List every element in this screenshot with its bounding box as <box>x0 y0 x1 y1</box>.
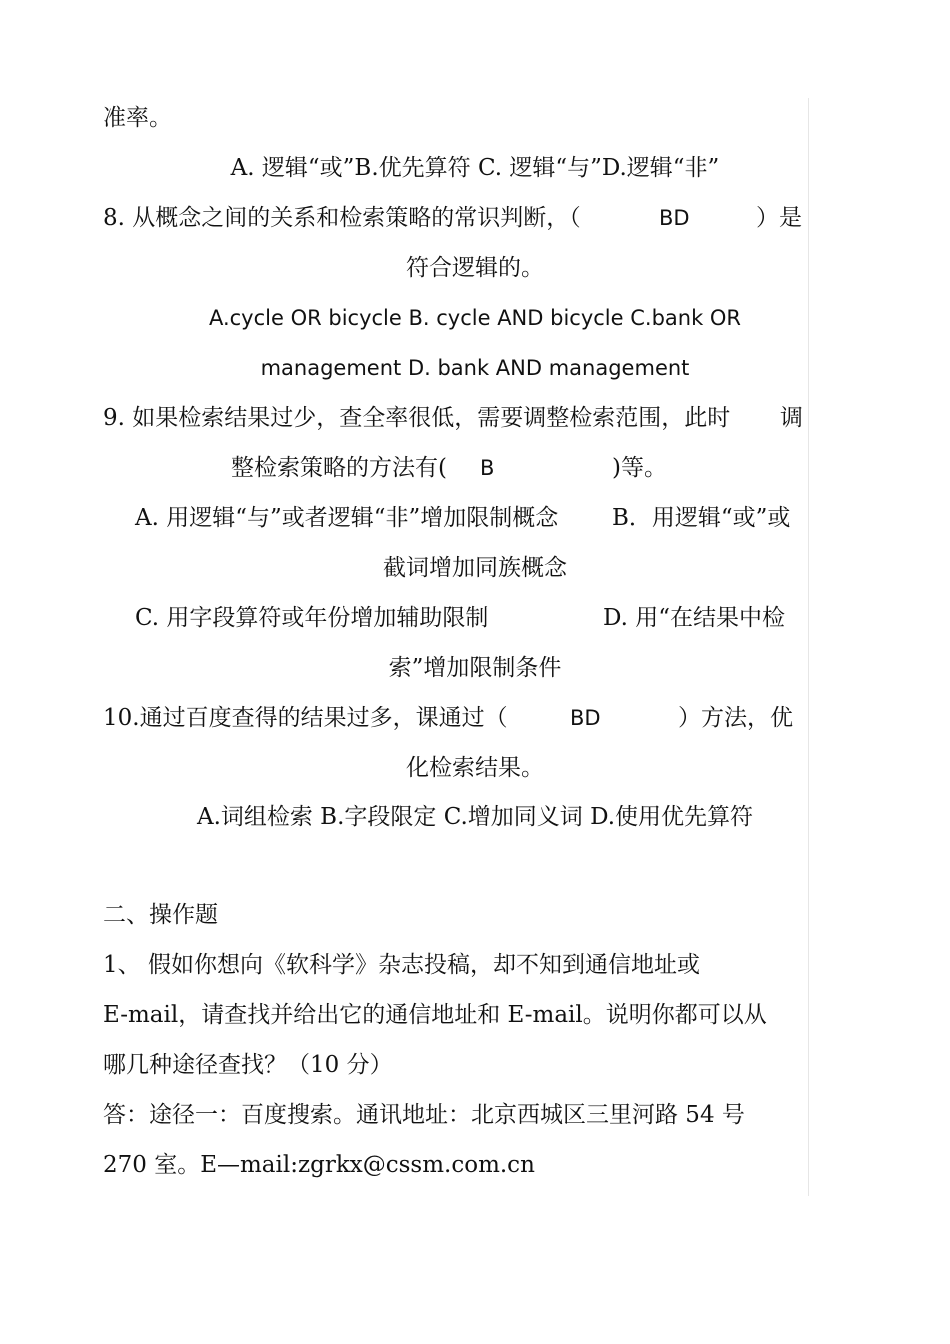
q9-stem-cont-end: )等。 <box>612 455 667 481</box>
section2-item1-line3: 哪几种途径查找？（10 分） <box>103 1052 393 1078</box>
q9-stem-cont-start: 整检索策略的方法有( <box>231 455 447 481</box>
q9-option-c: C. 用字段算符或年份增加辅助限制 <box>135 605 489 631</box>
q9-stem-end: 调 <box>780 405 803 431</box>
section2-item1-line2: E-mail，请查找并给出它的通信地址和 E-mail。说明你都可以从 <box>103 1002 767 1028</box>
q10-options: A.词组检索 B.字段限定 C.增加同义词 D.使用优先算符 <box>196 804 754 830</box>
q9-option-a: A. 用逻辑“与”或者逻辑“非”增加限制概念 <box>135 505 559 531</box>
q10-stem-end: ）方法，优 <box>678 705 793 731</box>
q9-option-d-cont: 索”增加限制条件 <box>388 655 562 681</box>
q7-options: A. 逻辑“或”B.优先算符 C. 逻辑“与”D.逻辑“非” <box>230 155 720 181</box>
q8-options-line1: A.cycle OR bicycle B. cycle AND bicycle C.bank OR <box>208 306 742 330</box>
q9-stem-start: 9. 如果检索结果过少，查全率很低，需要调整检索范围，此时 <box>103 405 731 431</box>
q9-option-b: B．用逻辑“或”或 <box>612 505 791 531</box>
q8-options-line2: management D. bank AND management <box>260 356 690 380</box>
q10-stem-start: 10.通过百度查得的结果过多，课通过（ <box>103 705 508 731</box>
q7-tail: 准率。 <box>103 105 172 131</box>
q8-stem-end: ）是 <box>756 205 802 231</box>
q8-stem-cont: 符合逻辑的。 <box>406 255 544 281</box>
q10-answer: BD <box>570 706 601 730</box>
section2-heading: 二、操作题 <box>103 902 218 928</box>
q8-answer: BD <box>659 206 690 230</box>
q9-option-b-cont: 截词增加同族概念 <box>383 555 567 581</box>
q8-stem-start: 8. 从概念之间的关系和检索策略的常识判断，（ <box>103 205 581 231</box>
q9-answer: B <box>480 456 495 480</box>
q10-stem-cont: 化检索结果。 <box>406 755 544 781</box>
section2-item1-line1: 1、 假如你想向《软科学》杂志投稿，却不知到通信地址或 <box>103 952 700 978</box>
q9-option-d: D. 用“在结果中检 <box>603 605 786 631</box>
section2-answer-line1: 答：途径一：百度搜索。通讯地址：北京西城区三里河路 54 号 <box>103 1102 745 1128</box>
section2-answer-line2: 270 室。E—mail:zgrkx@cssm.com.cn <box>103 1152 535 1178</box>
